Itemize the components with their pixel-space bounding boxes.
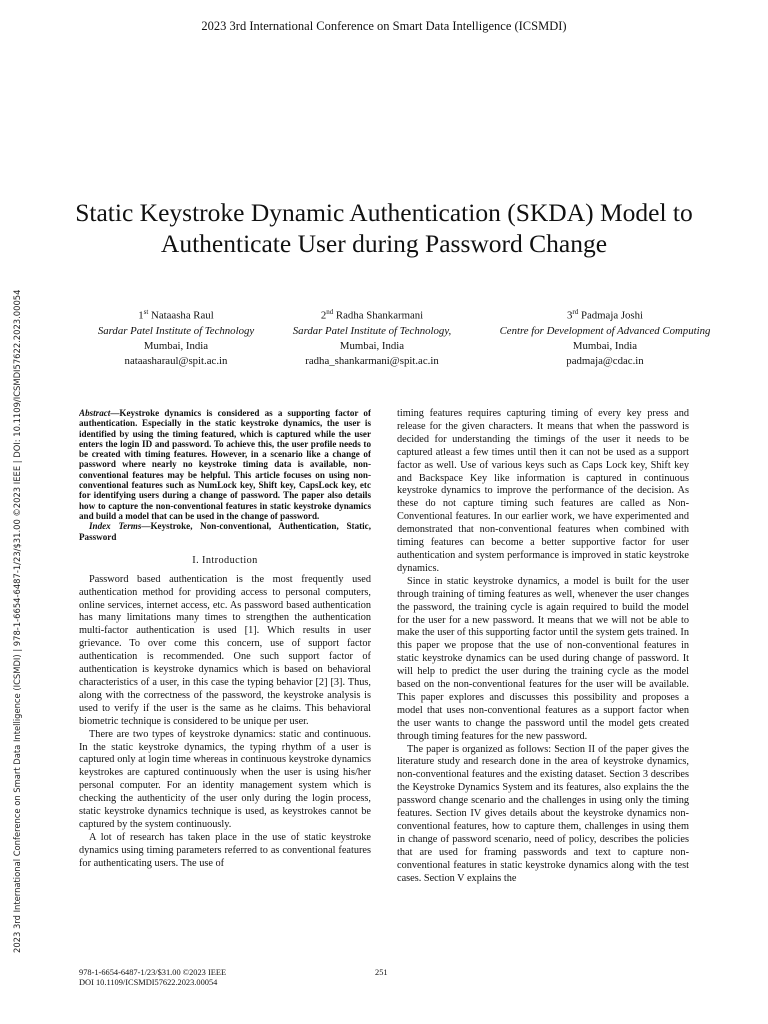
section-heading-introduction: I. Introduction [192,554,258,566]
author-1 [66,305,286,369]
author-1-name: Nataasha Raul [151,309,214,322]
author-3-ordinal: 3 [566,309,573,322]
footer-doi: DOI 10.1109/ICSMDI57622.2023.00054 [79,978,218,987]
author-2-name: Radha Shankarmani [335,309,424,322]
index-terms [79,521,371,542]
right-column [397,408,689,948]
abstract [79,408,371,521]
author-2-ordinal-suffix: nd [326,308,334,316]
author-3-email: padmaja@cdac.in [566,354,644,367]
author-3-name: Padmaja Joshi [580,309,644,322]
paper-title: Static Keystroke Dynamic Authentication (SKDA) Model to Authenticate User during Password Change [75,198,693,258]
author-1-affiliation: Sardar Patel Institute of Technology [97,324,255,337]
author-2-ordinal: 2 [320,309,327,322]
left-column [79,408,371,948]
author-2-email: radha_shankarmani@spit.ac.in [305,354,439,367]
author-block [66,305,726,365]
abstract-label: Abstract [79,408,111,418]
right-paragraph-1: timing features requires capturing timing of every key press and release for the given characters. It means that when the password is decided for understanding the timings of the user it needs to be captured atleast a few times until then it can not be used as a support factor as well. Use of various keys such as Caps Lock key, Shift key and Backspace Key like information is captured in continuous keystroke dynamics to improve the performance of the decision. As these do not capture timing such features are called as Non-Conventional features. In our earlier work, we have experimented and demonstrated that non-conventional features when combined with timing features can become a better supportive factor for user authentication and system performance is improved in static keystroke dynamics. [397,408,689,574]
author-3 [495,305,715,369]
author-1-email: nataasharaul@spit.ac.in [124,354,228,367]
intro-paragraph-3: A lot of research has taken place in the use of static keystroke dynamics using timing parameters referred to as conventional features for authenticating users. The use of [79,831,371,869]
author-3-affiliation: Centre for Development of Advanced Computing [499,324,711,337]
page-number: 251 [375,968,388,977]
index-terms-label: Index Terms [89,521,142,532]
author-2-affiliation: Sardar Patel Institute of Technology, [292,324,452,337]
side-identifier-strip: 2023 3rd International Conference on Smart Data Intelligence (ICSMDI) | 978-1-6654-6487-1/23/$31.00 ©2023 IEEE | DOI: 10.1109/ICSMDI57622.2023.00054 [12,289,22,953]
index-terms-text: —Keystroke, Non-conventional, Authentication, Static, Password [79,521,371,542]
conference-header: 2023 3rd International Conference on Smart Data Intelligence (ICSMDI) [201,19,567,33]
author-1-name-line [66,305,286,324]
right-paragraph-2: Since in static keystroke dynamics, a model is built for the user through training of timing features as well, whenever the user changes the password, the training cycle is again required to build the model for the user for a new password. It means that we will not be able to make the user of this supporting factor until the system gets trained. In this paper we propose that the use of non-conventional features in static keystroke dynamics can be used during change of password. It will help to predict the user during the training cycle as the model based on the non-conventional features for the user will be available. This paper explores and discusses this possibility and proposes a model that uses non-conventional features as a support factor when the user wants to change the password until the model gets created through timing features for the new password. [397,575,689,742]
author-3-location: Mumbai, India [572,339,638,352]
author-2-name-line [262,305,482,324]
author-1-ordinal-suffix: st [143,308,149,316]
abstract-text: —Keystroke dynamics is considered as a supporting factor of authentication. Especially in the static keystroke dynamics, the user is identified by using the timing featured, which is captured while the user enters the login ID and password. To achieve this, the user profile needs to be created with timing features. However, in a scenario like a change of password where nearly no keystroke timing data is available, non-conventional features may be helpful. This article focuses on using non-conventional features such as NumLock key, Shift key, CapsLock key, etc for identifying users during a change of password. The paper also details how to capture the non-conventional features in static keystroke dynamics and build a model that can be used in the change of password. [79,408,371,521]
author-1-ordinal: 1 [138,309,144,322]
right-paragraph-3: The paper is organized as follows: Section II of the paper gives the literature study and research done in the area of keystroke dynamics, non-conventional features and the existing dataset. Section 3 describes the Keystroke Dynamics System and its features, also explains the the password change scenario and the challenges in using only the timing features. Section IV gives details about the keystroke dynamics non-conventional features, how to capture them, challenges in using them in change of password scenario, need of policy, describes the policies that are used for framing passwords and text to capture non-conventional features in static keystroke dynamics along with the test cases. Section V explains the [397,743,689,884]
intro-paragraph-2: There are two types of keystroke dynamics: static and continuous. In the static keystroke dynamics, the typing rhythm of a user is captured only at login time whereas in continuous keystroke dynamics keystrokes are captured continuously when the user is using his/her personal computer. For an identity management system which is checking the authenticity of the user only during the login process, static keystroke dynamics technique is used, as keystrokes cannot be captured by the system continuously. [79,728,371,830]
author-1-location: Mumbai, India [143,339,209,352]
author-2-location: Mumbai, India [339,339,405,352]
intro-paragraph-1: Password based authentication is the most frequently used authentication method for providing access to personal computers, online services, internet access, etc. As password based authentication has many limitations many times to strengthen the authentication multi-factor authentication is used [1]. Which results in user grievance. To over come this concern, use of support factor authentication is recommended. One such support factor of authentication is keystroke dynamics which is based on behavioral characteristics of a user, in this case the typing behavior [2] [3]. Thus, along with the correctness of the password, the keystroke analysis is used to verify if the user is the same as he claims. This behavioral biometric technique is considered to be unique per user. [79,573,371,727]
page-footer [79,968,689,988]
author-3-ordinal-suffix: rd [572,308,579,316]
author-3-name-line [495,305,715,324]
footer-isbn: 978-1-6654-6487-1/23/$31.00 ©2023 IEEE [79,968,227,977]
author-2 [262,305,482,369]
